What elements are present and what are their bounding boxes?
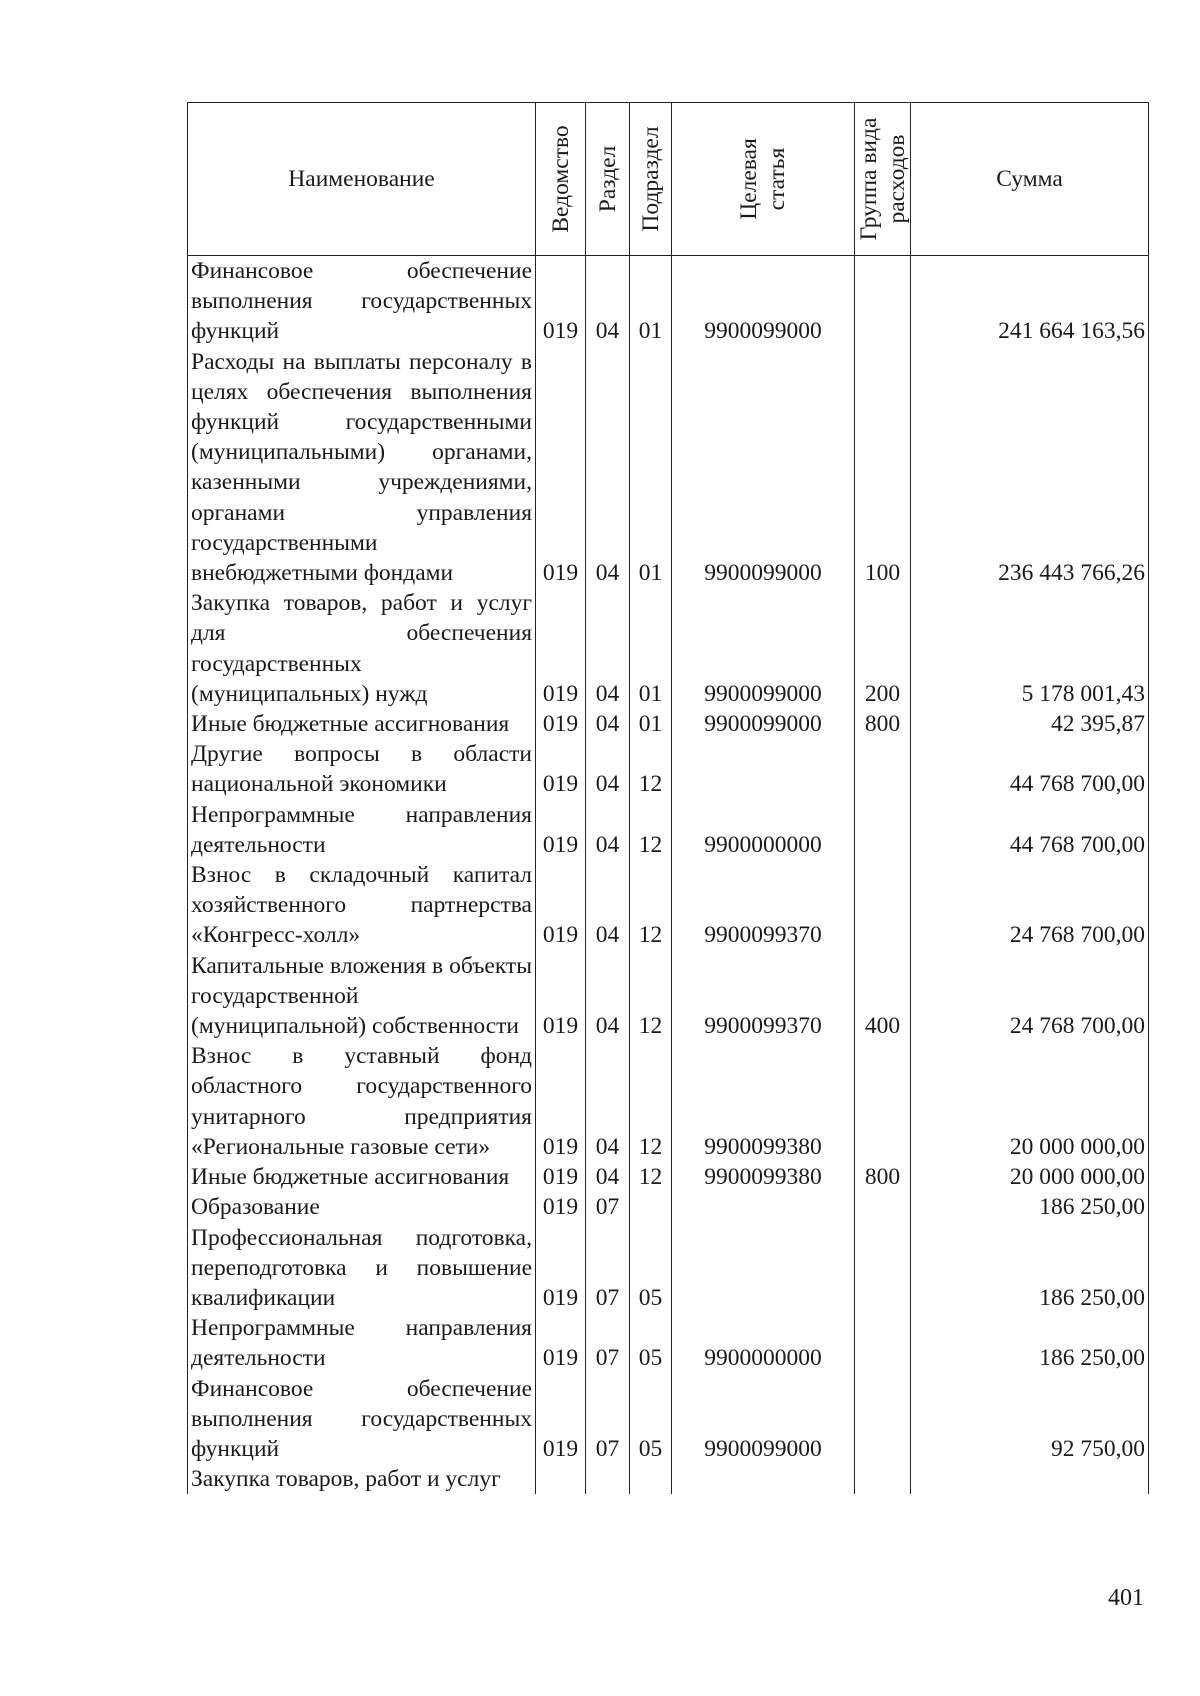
cell-sum: 241 664 163,56 (911, 256, 1149, 347)
cell-sum: 186 250,00 (911, 1313, 1149, 1373)
cell-section: 04 (586, 256, 630, 347)
cell-sum: 44 768 700,00 (911, 800, 1149, 860)
cell-section: 04 (586, 1162, 630, 1192)
cell-group: 800 (855, 709, 911, 739)
cell-section: 04 (586, 1041, 630, 1162)
header-group: Группа вида расходов (855, 103, 911, 256)
table-row (188, 588, 1149, 709)
cell-subsection (630, 1464, 672, 1494)
cell-group: 100 (855, 347, 911, 589)
row-label: Капитальные вложения в объекты государственной (муниципальной) собственности (191, 952, 532, 1040)
cell-group (855, 1374, 911, 1465)
table-row (188, 860, 1149, 951)
cell-dept: 019 (536, 1223, 586, 1314)
cell-target: 9900099370 (672, 860, 855, 951)
cell-dept (536, 1464, 586, 1494)
cell-section: 07 (586, 1374, 630, 1465)
row-label: Профессиональная подготовка, переподготовка и повышение квалификации (191, 1224, 532, 1311)
row-label: Взнос в уставный фонд областного государственного унитарного предприятия «Региональные газовые сети» (191, 1043, 532, 1160)
cell-group (855, 256, 911, 347)
cell-dept: 019 (536, 588, 586, 709)
cell-group (855, 1041, 911, 1162)
table-row (188, 1192, 1149, 1222)
cell-group: 800 (855, 1162, 911, 1192)
row-label: Иные бюджетные ассигнования (191, 1164, 510, 1191)
cell-group (855, 1464, 911, 1494)
cell-section: 07 (586, 1223, 630, 1314)
cell-sum: 186 250,00 (911, 1223, 1149, 1314)
cell-subsection: 12 (630, 1162, 672, 1192)
cell-group: 200 (855, 588, 911, 709)
cell-subsection: 05 (630, 1223, 672, 1314)
cell-sum: 92 750,00 (911, 1374, 1149, 1465)
header-section: Раздел (586, 103, 630, 256)
cell-group (855, 1223, 911, 1314)
cell-dept: 019 (536, 739, 586, 799)
cell-dept: 019 (536, 800, 586, 860)
cell-name (188, 1464, 536, 1494)
row-label: Финансовое обеспечение выполнения государственных функций (191, 1375, 532, 1462)
table-row (188, 800, 1149, 860)
row-label: Другие вопросы в области национальной экономики (191, 741, 532, 798)
cell-dept: 019 (536, 951, 586, 1042)
cell-target: 9900099000 (672, 709, 855, 739)
table-row (188, 1041, 1149, 1162)
cell-sum: 20 000 000,00 (911, 1162, 1149, 1192)
cell-subsection: 12 (630, 739, 672, 799)
cell-dept: 019 (536, 1374, 586, 1465)
cell-target: 9900099000 (672, 588, 855, 709)
cell-dept: 019 (536, 1041, 586, 1162)
cell-group (855, 739, 911, 799)
cell-name (188, 739, 536, 799)
cell-subsection: 05 (630, 1374, 672, 1465)
table-body (188, 256, 1149, 1495)
row-label: Расходы на выплаты персоналу в целях обеспечения выполнения функций государственными (муниципальными) органами, казенными учреждениями, органами управления государственными внебюджетными фондами (191, 348, 532, 587)
cell-subsection: 12 (630, 951, 672, 1042)
header-sum: Сумма (911, 103, 1149, 256)
cell-group (855, 800, 911, 860)
row-label: Финансовое обеспечение выполнения государственных функций (191, 258, 532, 345)
cell-subsection: 01 (630, 256, 672, 347)
cell-section: 04 (586, 951, 630, 1042)
table-row (188, 1223, 1149, 1314)
cell-target (672, 1464, 855, 1494)
cell-target: 9900099380 (672, 1041, 855, 1162)
cell-name (188, 588, 536, 709)
cell-section (586, 1464, 630, 1494)
cell-name (188, 800, 536, 860)
cell-subsection: 12 (630, 860, 672, 951)
cell-target (672, 739, 855, 799)
page-number: 401 (1108, 1585, 1144, 1611)
cell-name (188, 1041, 536, 1162)
cell-target: 9900099000 (672, 347, 855, 589)
cell-subsection: 12 (630, 1041, 672, 1162)
cell-target (672, 1192, 855, 1222)
cell-target: 9900099380 (672, 1162, 855, 1192)
cell-dept: 019 (536, 1162, 586, 1192)
cell-dept: 019 (536, 347, 586, 589)
cell-name (188, 1374, 536, 1465)
row-label: Взнос в складочный капитал хозяйственного партнерства «Конгресс-холл» (191, 862, 532, 949)
cell-target: 9900000000 (672, 800, 855, 860)
cell-name (188, 709, 536, 739)
cell-section: 04 (586, 347, 630, 589)
cell-section: 04 (586, 860, 630, 951)
cell-sum: 24 768 700,00 (911, 860, 1149, 951)
cell-name (188, 256, 536, 347)
table-row (188, 739, 1149, 799)
cell-subsection: 01 (630, 347, 672, 589)
row-label: Иные бюджетные ассигнования (191, 711, 510, 738)
cell-sum: 44 768 700,00 (911, 739, 1149, 799)
cell-dept: 019 (536, 1192, 586, 1222)
cell-section: 07 (586, 1313, 630, 1373)
cell-name (188, 347, 536, 589)
cell-subsection: 01 (630, 709, 672, 739)
cell-name (188, 860, 536, 951)
cell-name (188, 1223, 536, 1314)
cell-target: 9900099370 (672, 951, 855, 1042)
cell-dept: 019 (536, 709, 586, 739)
table-row (188, 347, 1149, 589)
table-row (188, 1374, 1149, 1465)
cell-target (672, 1223, 855, 1314)
cell-group (855, 1313, 911, 1373)
table-row (188, 1162, 1149, 1192)
row-label: Непрограммные направления деятельности (191, 801, 532, 858)
cell-sum: 24 768 700,00 (911, 951, 1149, 1042)
cell-section: 07 (586, 1192, 630, 1222)
table-row (188, 1464, 1149, 1494)
table-row (188, 709, 1149, 739)
cell-sum: 42 395,87 (911, 709, 1149, 739)
cell-section: 04 (586, 800, 630, 860)
cell-dept: 019 (536, 1313, 586, 1373)
row-label: Образование (191, 1194, 320, 1221)
budget-table (187, 102, 1149, 1494)
header-name: Наименование (188, 103, 536, 256)
cell-sum (911, 1464, 1149, 1494)
cell-name (188, 951, 536, 1042)
header-dept: Ведомство (536, 103, 586, 256)
cell-section: 04 (586, 709, 630, 739)
cell-group (855, 1192, 911, 1222)
table-header (188, 103, 1149, 256)
cell-subsection: 05 (630, 1313, 672, 1373)
header-target: Целевая статья (672, 103, 855, 256)
row-label: Непрограммные направления деятельности (191, 1315, 532, 1372)
cell-sum: 236 443 766,26 (911, 347, 1149, 589)
row-label: Закупка товаров, работ и услуг для обеспечения государственных (муниципальных) нужд (191, 590, 532, 707)
cell-target: 9900000000 (672, 1313, 855, 1373)
cell-section: 04 (586, 739, 630, 799)
cell-name (188, 1313, 536, 1373)
row-label: Закупка товаров, работ и услуг (191, 1466, 501, 1493)
cell-name (188, 1162, 536, 1192)
cell-dept: 019 (536, 860, 586, 951)
cell-sum: 20 000 000,00 (911, 1041, 1149, 1162)
table-row (188, 256, 1149, 347)
header-subsection: Подраздел (630, 103, 672, 256)
cell-subsection (630, 1192, 672, 1222)
cell-target: 9900099000 (672, 1374, 855, 1465)
cell-target: 9900099000 (672, 256, 855, 347)
cell-name (188, 1192, 536, 1222)
table-row (188, 1313, 1149, 1373)
cell-subsection: 01 (630, 588, 672, 709)
cell-section: 04 (586, 588, 630, 709)
cell-dept: 019 (536, 256, 586, 347)
cell-sum: 186 250,00 (911, 1192, 1149, 1222)
cell-subsection: 12 (630, 800, 672, 860)
cell-sum: 5 178 001,43 (911, 588, 1149, 709)
cell-group: 400 (855, 951, 911, 1042)
cell-group (855, 860, 911, 951)
table-row (188, 951, 1149, 1042)
